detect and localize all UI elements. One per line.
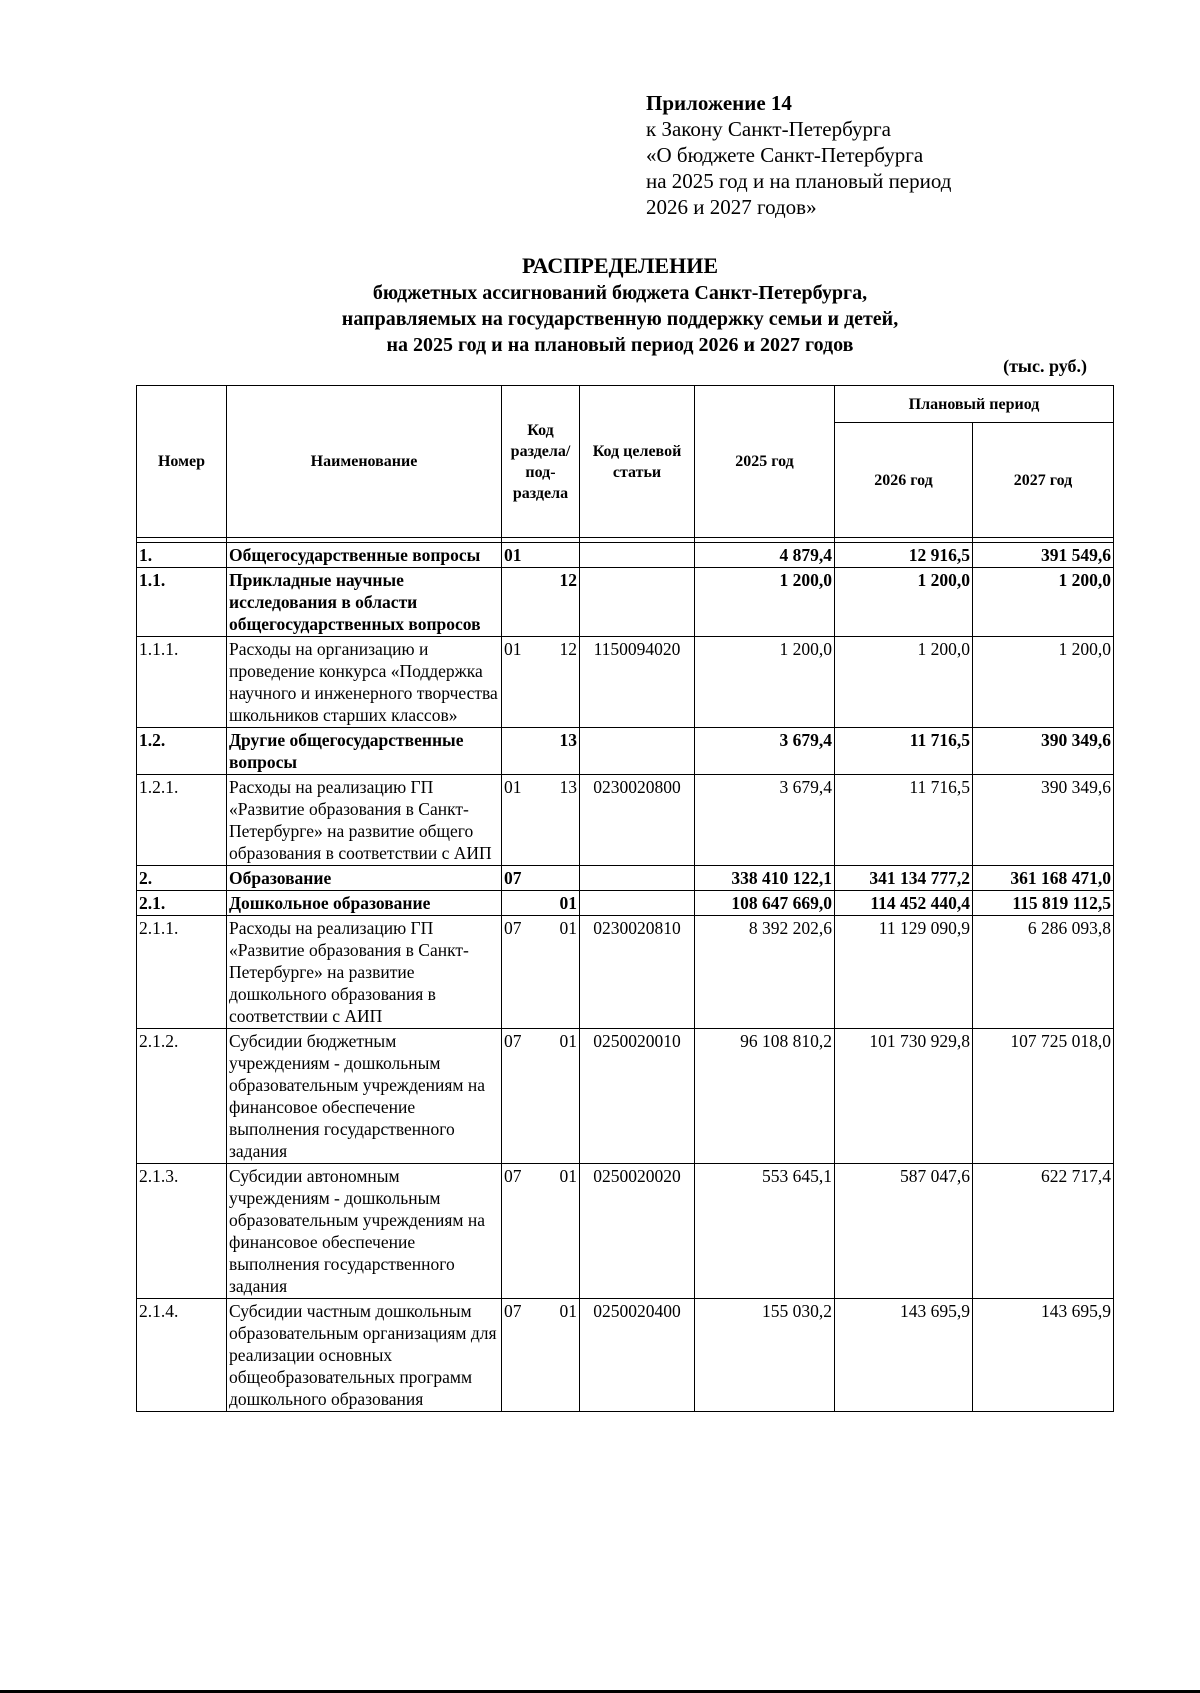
table-row [137, 891, 1114, 916]
subsection-code: 12 [559, 639, 577, 659]
row-section-code [502, 637, 580, 728]
table-row [137, 1299, 1114, 1412]
annex-title: Приложение 14 [646, 91, 792, 115]
row-value-2027: 143 695,9 [973, 1299, 1114, 1412]
row-target-code: 0230020800 [580, 775, 695, 866]
row-value-2027: 622 717,4 [973, 1164, 1114, 1299]
row-value-2026: 341 134 777,2 [835, 866, 973, 891]
row-section-code [502, 1164, 580, 1299]
row-value-2025: 1 200,0 [695, 637, 835, 728]
row-value-2027: 107 725 018,0 [973, 1029, 1114, 1164]
row-name: Расходы на реализацию ГП «Развитие образования в Санкт-Петербурге» на развитие дошкольного образования в соответствии с АИП [227, 916, 502, 1029]
row-number: 1.2. [137, 728, 227, 775]
row-value-2027: 1 200,0 [973, 568, 1114, 637]
row-target-code [580, 891, 695, 916]
row-value-2027: 391 549,6 [973, 543, 1114, 568]
row-target-code: 0250020020 [580, 1164, 695, 1299]
row-name: Прикладные научные исследования в области общегосударственных вопросов [227, 568, 502, 637]
annex-line: «О бюджете Санкт-Петербурга [646, 143, 924, 167]
row-name: Субсидии бюджетным учреждениям - дошкольным образовательным учреждениям на финансовое обеспечение выполнения государственного задания [227, 1029, 502, 1164]
header-target-code: Код целевой статьи [580, 386, 695, 538]
table-row [137, 568, 1114, 637]
row-value-2026: 114 452 440,4 [835, 891, 973, 916]
row-section-code [502, 916, 580, 1029]
row-name: Дошкольное образование [227, 891, 502, 916]
row-value-2027: 361 168 471,0 [973, 866, 1114, 891]
row-value-2026: 143 695,9 [835, 1299, 973, 1412]
table-row [137, 1029, 1114, 1164]
row-target-code [580, 568, 695, 637]
document-heading [130, 252, 1110, 358]
row-name: Субсидии частным дошкольным образовательным организациям для реализации основных общеобразовательных программ дошкольного образования [227, 1299, 502, 1412]
row-value-2025: 1 200,0 [695, 568, 835, 637]
section-code: 07 [504, 1166, 522, 1186]
row-value-2026: 101 730 929,8 [835, 1029, 973, 1164]
row-value-2026: 1 200,0 [835, 568, 973, 637]
row-number: 1.1.1. [137, 637, 227, 728]
section-code: 07 [504, 918, 522, 938]
row-section-code [502, 543, 580, 568]
row-value-2026: 12 916,5 [835, 543, 973, 568]
row-number: 2.1.4. [137, 1299, 227, 1412]
row-number: 1.2.1. [137, 775, 227, 866]
subsection-code: 13 [559, 730, 577, 750]
row-target-code: 0230020810 [580, 916, 695, 1029]
annex-block [646, 90, 951, 220]
row-number: 2.1.2. [137, 1029, 227, 1164]
row-name: Образование [227, 866, 502, 891]
header-name: Наименование [227, 386, 502, 538]
header-year-2027: 2027 год [973, 423, 1114, 538]
header-section-code: Код раздела/ под- раздела [502, 386, 580, 538]
section-code: 07 [504, 1031, 522, 1051]
row-value-2027: 390 349,6 [973, 775, 1114, 866]
document-subtitle-line: бюджетных ассигнований бюджета Санкт-Петербурга, [372, 282, 868, 304]
table-row [137, 543, 1114, 568]
row-target-code [580, 866, 695, 891]
section-code: 01 [504, 777, 522, 797]
subsection-code: 01 [559, 893, 577, 913]
row-name: Расходы на реализацию ГП «Развитие образования в Санкт-Петербурге» на развитие общего образования в соответствии с АИП [227, 775, 502, 866]
subsection-code: 01 [559, 1031, 577, 1051]
section-code: 01 [504, 639, 522, 659]
table-row [137, 916, 1114, 1029]
row-name: Субсидии автономным учреждениям - дошкольным образовательным учреждениям на финансовое обеспечение выполнения государственного задания [227, 1164, 502, 1299]
row-value-2026: 11 129 090,9 [835, 916, 973, 1029]
budget-table [136, 385, 1114, 1412]
row-name: Другие общегосударственные вопросы [227, 728, 502, 775]
row-value-2025: 3 679,4 [695, 728, 835, 775]
subsection-code: 01 [559, 1166, 577, 1186]
units-label: (тыс. руб.) [1003, 356, 1087, 376]
row-section-code [502, 891, 580, 916]
row-name: Расходы на организацию и проведение конкурса «Поддержка научного и инженерного творчества школьников старших классов» [227, 637, 502, 728]
row-value-2025: 3 679,4 [695, 775, 835, 866]
row-number: 1.1. [137, 568, 227, 637]
row-value-2025: 96 108 810,2 [695, 1029, 835, 1164]
table-row [137, 728, 1114, 775]
row-section-code [502, 866, 580, 891]
row-value-2027: 115 819 112,5 [973, 891, 1114, 916]
document-title: РАСПРЕДЕЛЕНИЕ [521, 253, 718, 278]
header-year-2025: 2025 год [695, 386, 835, 538]
row-target-code: 0250020010 [580, 1029, 695, 1164]
row-value-2027: 6 286 093,8 [973, 916, 1114, 1029]
subsection-code: 01 [559, 918, 577, 938]
header-planned-period: Плановый период [835, 386, 1114, 423]
row-number: 2.1. [137, 891, 227, 916]
table-row [137, 866, 1114, 891]
row-target-code [580, 728, 695, 775]
section-code: 07 [504, 868, 522, 888]
row-number: 2.1.1. [137, 916, 227, 1029]
row-value-2026: 587 047,6 [835, 1164, 973, 1299]
row-name: Общегосударственные вопросы [227, 543, 502, 568]
row-value-2025: 8 392 202,6 [695, 916, 835, 1029]
annex-line: на 2025 год и на плановый период [646, 169, 952, 193]
row-value-2026: 11 716,5 [835, 775, 973, 866]
row-value-2026: 1 200,0 [835, 637, 973, 728]
table-body [137, 543, 1114, 1412]
row-section-code [502, 1299, 580, 1412]
row-number: 2. [137, 866, 227, 891]
row-value-2027: 390 349,6 [973, 728, 1114, 775]
row-value-2025: 553 645,1 [695, 1164, 835, 1299]
row-target-code: 1150094020 [580, 637, 695, 728]
document-subtitle-line: на 2025 год и на плановый период 2026 и 2027 годов [386, 334, 854, 356]
section-code: 07 [504, 1301, 522, 1321]
row-value-2026: 11 716,5 [835, 728, 973, 775]
row-section-code [502, 568, 580, 637]
row-section-code [502, 1029, 580, 1164]
table-row [137, 637, 1114, 728]
subsection-code: 12 [559, 570, 577, 590]
table-row [137, 1164, 1114, 1299]
annex-line: 2026 и 2027 годов» [646, 195, 817, 219]
subsection-code: 13 [559, 777, 577, 797]
row-target-code [580, 543, 695, 568]
row-number: 1. [137, 543, 227, 568]
subsection-code: 01 [559, 1301, 577, 1321]
header-number: Номер [137, 386, 227, 538]
row-number: 2.1.3. [137, 1164, 227, 1299]
annex-line: к Закону Санкт-Петербурга [646, 117, 891, 141]
row-value-2025: 4 879,4 [695, 543, 835, 568]
row-section-code [502, 775, 580, 866]
row-value-2025: 338 410 122,1 [695, 866, 835, 891]
row-value-2025: 155 030,2 [695, 1299, 835, 1412]
row-section-code [502, 728, 580, 775]
table-row [137, 775, 1114, 866]
row-target-code: 0250020400 [580, 1299, 695, 1412]
header-year-2026: 2026 год [835, 423, 973, 538]
row-value-2025: 108 647 669,0 [695, 891, 835, 916]
section-code: 01 [504, 545, 522, 565]
document-subtitle-line: направляемых на государственную поддержку семьи и детей, [341, 308, 899, 330]
row-value-2027: 1 200,0 [973, 637, 1114, 728]
